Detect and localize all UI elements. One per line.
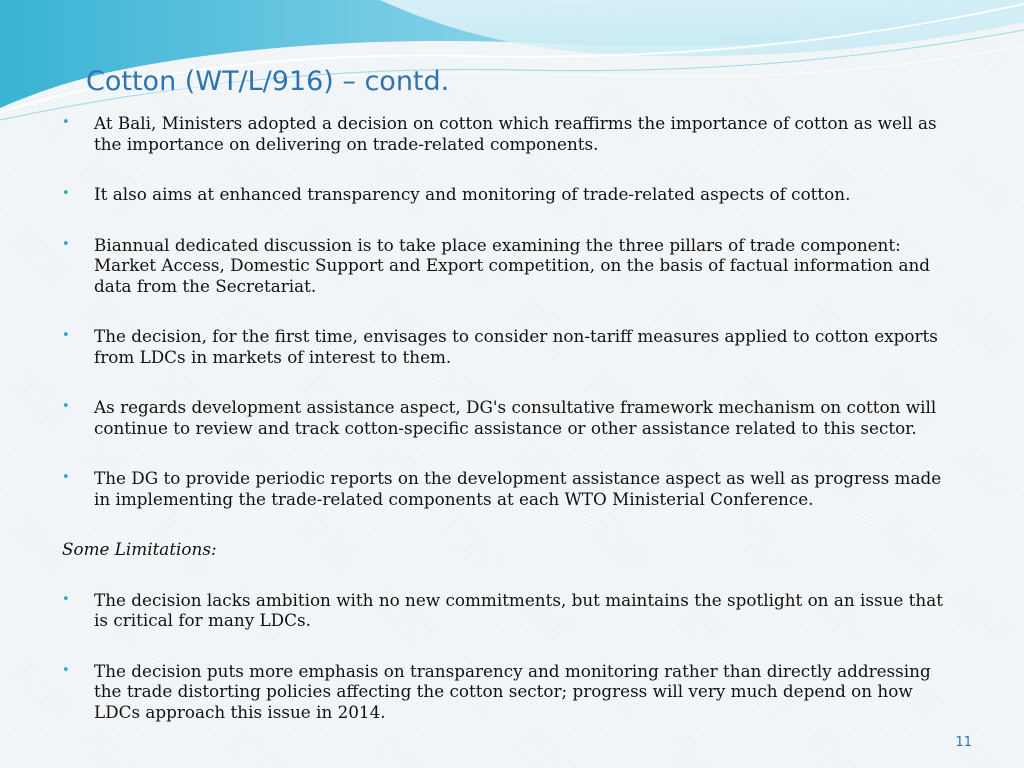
bullet-marker: • [62,399,70,414]
bullet-item [62,397,962,438]
bullet-marker: • [62,328,70,343]
bullet-text: The decision, for the first time, envisages to consider non-tariff measures applied to cotton exports from LDCs in markets of interest to them. [94,326,938,367]
bullet-text: It also aims at enhanced transparency and monitoring of trade-related aspects of cotton. [94,184,851,204]
bullet-marker: • [62,115,70,130]
bullet-item [62,235,962,297]
limitation-item [62,661,962,723]
bullet-text: As regards development assistance aspect, DG's consultative framework mechanism on cotton will continue to review and track cotton-specific assistance or other assistance related to this sector. [94,397,937,438]
bullet-marker: • [62,470,70,485]
limitation-text: The decision lacks ambition with no new commitments, but maintains the spotlight on an issue that is critical for many LDCs. [94,589,943,630]
limitation-item [62,590,962,631]
bullet-item [62,184,962,205]
bullet-marker: • [62,186,70,201]
bullet-marker: • [62,591,70,607]
wave-band-light [380,0,1024,56]
bullet-marker: • [62,236,70,252]
slide-body [62,113,962,752]
bullet-item [62,113,962,154]
bullet-text: At Bali, Ministers adopted a decision on cotton which reaffirms the importance of cotton as well as the importance on delivering on trade-related components. [94,113,937,154]
bullet-item [62,468,962,509]
limitation-text: The decision puts more emphasis on transparency and monitoring rather than directly addressing the trade distorting policies affecting the cotton sector; progress will very much depend on how LDCs approach this issue in 2014. [94,660,931,722]
bullet-item [62,326,962,367]
bullet-text: The DG to provide periodic reports on the development assistance aspect as well as progress made in implementing the trade-related components at each WTO Ministerial Conference. [94,468,942,509]
bullet-marker: • [62,662,70,678]
slide-title: Cotton (WT/L/916) – contd. [86,66,450,97]
bullet-text: Biannual dedicated discussion is to take place examining the three pillars of trade component: Market Access, Domestic Support and Export competition, on the basis of factual information and data from the Secretariat. [94,234,931,296]
limitations-heading: Some Limitations: [62,539,217,559]
page-number: 11 [955,735,972,750]
